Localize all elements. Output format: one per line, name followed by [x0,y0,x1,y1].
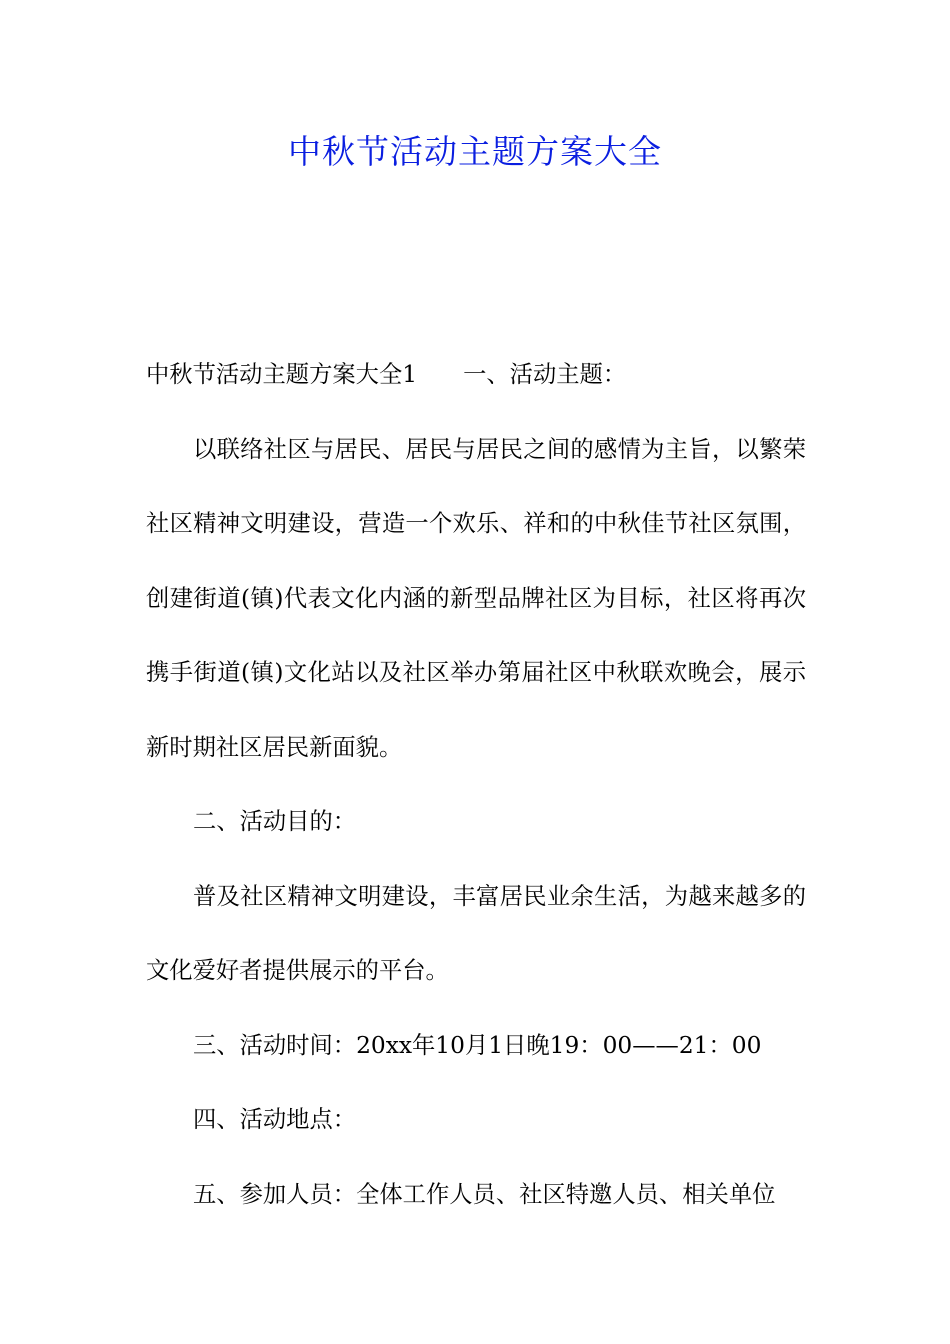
document-title: 中秋节活动主题方案大全 [288,132,662,171]
section-heading-participants: 五、参加人员：全体工作人员、社区特邀人员、相关单位 [193,1180,776,1208]
section-heading-time: 三、活动时间：20xx年10月1日晚19：00——21：00 [193,1031,762,1059]
subtitle: 中秋节活动主题方案大全1 [146,361,418,388]
paragraph-theme-body: 以联络社区与居民、居民与居民之间的感情为主旨，以繁荣社区精神文明建设，营造一个欢乐、祥和的中秋佳节社区氛围，创建街道(镇)代表文化内涵的新型品牌社区为目标，社区将再次携手街道(镇)文化站以及社区举办第届社区中秋联欢晚会，展示新时期社区居民新面貌。 [146,435,806,761]
intro-line [146,338,806,413]
section-heading-theme: 一、活动主题： [463,361,627,388]
section-heading-purpose: 二、活动目的： [193,808,357,835]
paragraph-purpose-body: 普及社区精神文明建设，丰富居民业余生活，为越来越多的文化爱好者提供展示的平台。 [146,882,806,984]
document-body [146,338,806,1232]
section-heading-location: 四、活动地点： [193,1106,357,1133]
